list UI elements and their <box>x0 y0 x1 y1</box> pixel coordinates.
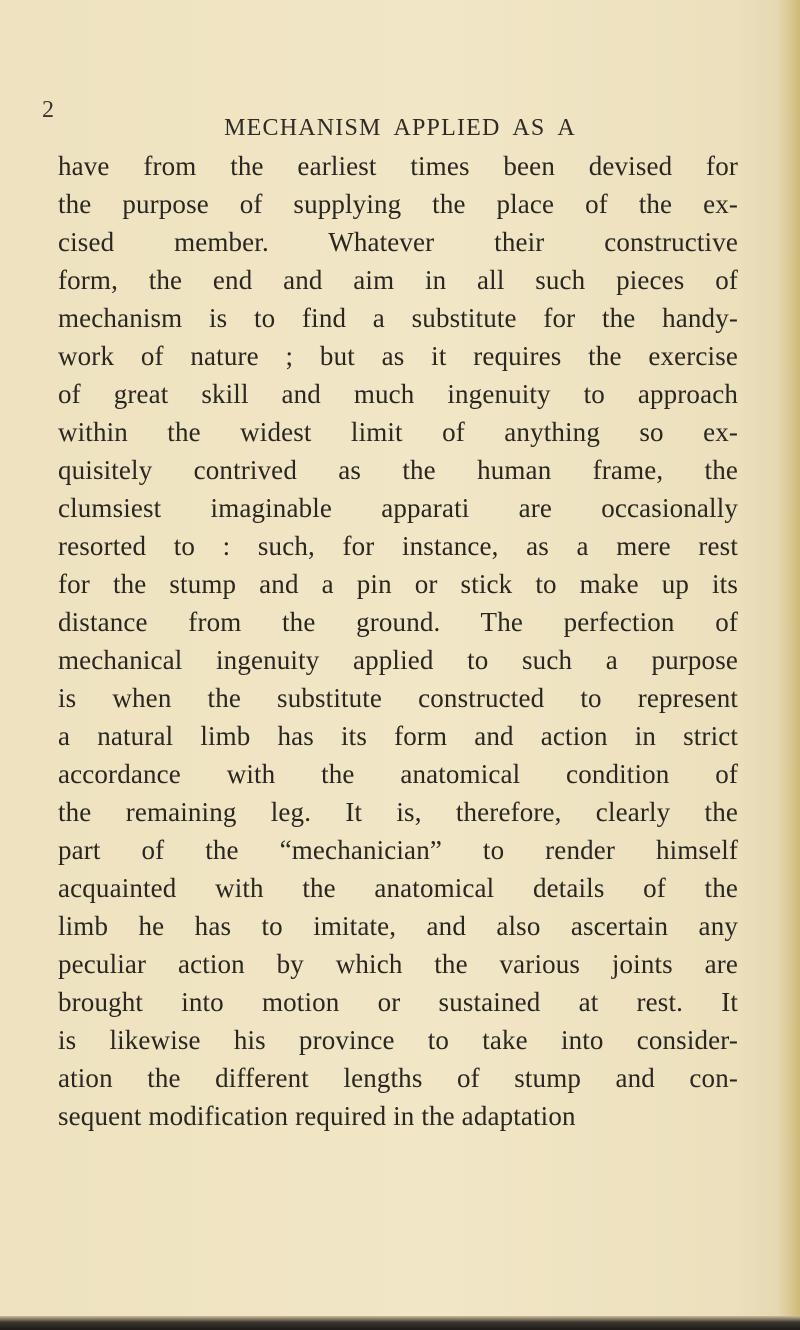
text-line: peculiar action by which the various joints are <box>58 949 738 979</box>
text-line: form, the end and aim in all such pieces of <box>58 265 738 295</box>
text-line: is likewise his province to take into consider- <box>58 1025 738 1055</box>
text-line: part of the “mechanician” to render himself <box>58 835 738 865</box>
text-line: brought into motion or sustained at rest. It <box>58 987 738 1017</box>
page-edge-shadow <box>778 0 800 1318</box>
text-line: within the widest limit of anything so ex- <box>58 417 738 447</box>
page-bottom-edge <box>0 1316 800 1330</box>
text-line: quisitely contrived as the human frame, the <box>58 455 738 485</box>
text-line: mechanical ingenuity applied to such a purpose <box>58 645 738 675</box>
text-line: have from the earliest times been devised for <box>58 151 738 181</box>
text-line: the remaining leg. It is, therefore, clearly the <box>58 797 738 827</box>
text-line: mechanism is to find a substitute for the handy- <box>58 303 738 333</box>
text-line: resorted to : such, for instance, as a mere rest <box>58 531 738 561</box>
text-line: of great skill and much ingenuity to approach <box>58 379 738 409</box>
text-line: accordance with the anatomical condition of <box>58 759 738 789</box>
text-line: is when the substitute constructed to represent <box>58 683 738 713</box>
text-line: cised member. Whatever their constructive <box>58 227 738 257</box>
text-line: a natural limb has its form and action in strict <box>58 721 738 751</box>
text-line: ation the different lengths of stump and con- <box>58 1063 738 1093</box>
running-head: MECHANISM APPLIED AS A <box>224 115 576 141</box>
body-text <box>58 147 738 1135</box>
page-number: 2 <box>42 97 54 123</box>
text-line: sequent modification required in the adaptation <box>58 1101 576 1131</box>
text-line: limb he has to imitate, and also ascertain any <box>58 911 738 941</box>
text-line: work of nature ; but as it requires the exercise <box>58 341 738 371</box>
text-line: distance from the ground. The perfection of <box>58 607 738 637</box>
text-line: the purpose of supplying the place of the ex- <box>58 189 738 219</box>
text-line: for the stump and a pin or stick to make up its <box>58 569 738 599</box>
text-line: acquainted with the anatomical details of the <box>58 873 738 903</box>
text-line: clumsiest imaginable apparati are occasionally <box>58 493 738 523</box>
